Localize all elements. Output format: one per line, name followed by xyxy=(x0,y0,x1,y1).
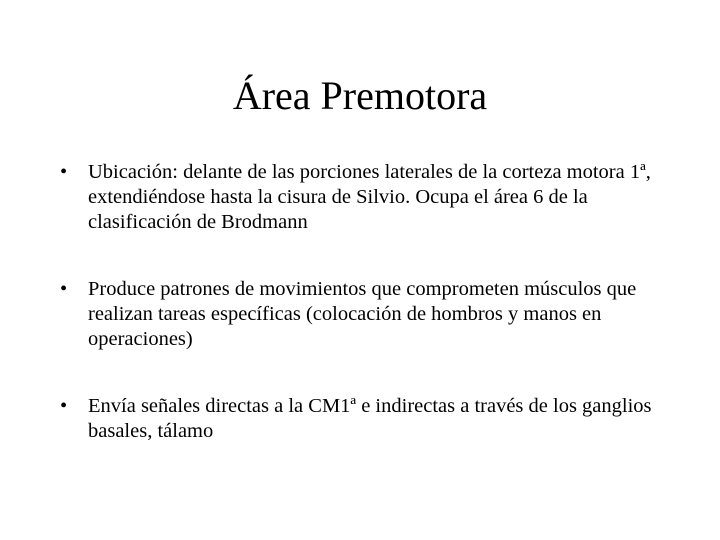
bullet-marker: • xyxy=(60,161,68,183)
bullet-text: Ubicación: delante de las porciones laterales de la corteza motora 1ª, extendiéndose hasta la cisura de Silvio. Ocupa el área 6 de la clasificación de Brodmann xyxy=(88,161,651,233)
bullet-text: Envía señales directas a la CM1ª e indirectas a través de los ganglios basales, tálamo xyxy=(88,395,652,442)
bullet-item xyxy=(60,394,690,444)
bullet-list xyxy=(60,160,690,444)
bullet-item xyxy=(60,160,690,235)
bullet-text: Produce patrones de movimientos que comprometen músculos que realizan tareas específicas (colocación de hombros y manos en operaciones) xyxy=(88,278,637,350)
bullet-item xyxy=(60,277,690,352)
bullet-marker: • xyxy=(60,395,68,417)
slide-title: Área Premotora xyxy=(232,73,488,118)
bullet-marker: • xyxy=(60,278,68,300)
